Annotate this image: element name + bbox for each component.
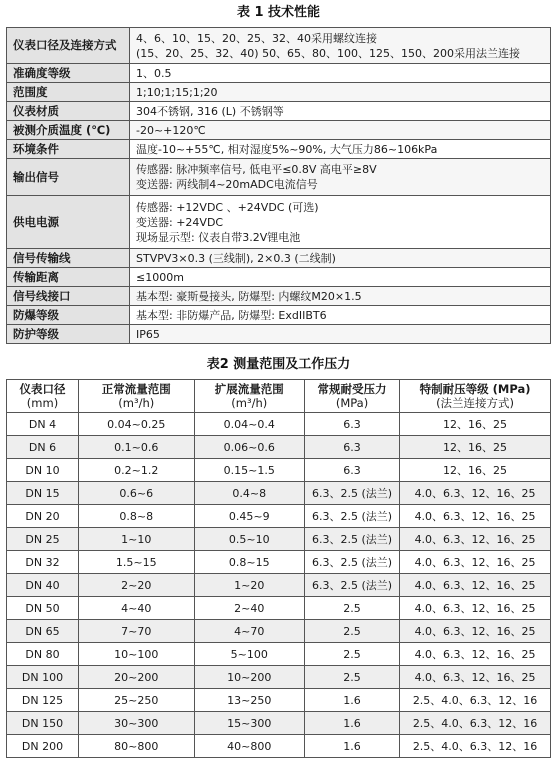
spec-value bbox=[130, 249, 551, 268]
table-cell: 6.3、2.5 (法兰) bbox=[304, 482, 399, 505]
spec-value bbox=[130, 28, 551, 64]
table-cell: 1~10 bbox=[78, 528, 194, 551]
table-cell: 4.0、6.3、12、16、25 bbox=[400, 551, 551, 574]
spec-row bbox=[7, 268, 551, 287]
table-cell: 2.5 bbox=[304, 666, 399, 689]
table-cell: 0.8~8 bbox=[78, 505, 194, 528]
table-cell: 12、16、25 bbox=[400, 413, 551, 436]
table-cell: DN 6 bbox=[7, 436, 79, 459]
table-cell: 80~800 bbox=[78, 735, 194, 758]
table-cell: 12、16、25 bbox=[400, 436, 551, 459]
table-cell: 4~70 bbox=[194, 620, 304, 643]
spec-value bbox=[130, 83, 551, 102]
spec-row bbox=[7, 140, 551, 159]
column-title: 常规耐受压力 bbox=[317, 382, 387, 396]
table-cell: DN 125 bbox=[7, 689, 79, 712]
spec-key: 防爆等级 bbox=[7, 306, 130, 325]
table-cell: DN 200 bbox=[7, 735, 79, 758]
measurement-range-table bbox=[6, 379, 551, 758]
spec-key: 信号线接口 bbox=[7, 287, 130, 306]
table-cell: 25~250 bbox=[78, 689, 194, 712]
table-cell: 1.5~15 bbox=[78, 551, 194, 574]
table-row bbox=[7, 459, 551, 482]
table-cell: DN 4 bbox=[7, 413, 79, 436]
table-cell: 4.0、6.3、12、16、25 bbox=[400, 620, 551, 643]
table1-caption: 表 1 技术性能 bbox=[236, 5, 321, 20]
table-cell: 4.0、6.3、12、16、25 bbox=[400, 574, 551, 597]
table-row bbox=[7, 413, 551, 436]
table-row bbox=[7, 712, 551, 735]
spec-value-line: 传感器: +12VDC 、+24VDC (可选) bbox=[136, 200, 319, 214]
spec-key: 信号传输线 bbox=[7, 249, 130, 268]
spec-row bbox=[7, 121, 551, 140]
spec-row bbox=[7, 196, 551, 249]
spec-row bbox=[7, 325, 551, 344]
table-row bbox=[7, 689, 551, 712]
table-cell: DN 40 bbox=[7, 574, 79, 597]
spec-key: 输出信号 bbox=[7, 159, 130, 196]
table-cell: 13~250 bbox=[194, 689, 304, 712]
column-header bbox=[7, 380, 79, 413]
table-cell: DN 25 bbox=[7, 528, 79, 551]
table-cell: 6.3、2.5 (法兰) bbox=[304, 574, 399, 597]
table-row bbox=[7, 620, 551, 643]
table-cell: DN 15 bbox=[7, 482, 79, 505]
table-cell: 5~100 bbox=[194, 643, 304, 666]
spec-row bbox=[7, 83, 551, 102]
spec-key: 范围度 bbox=[7, 83, 130, 102]
table-cell: 0.1~0.6 bbox=[78, 436, 194, 459]
spec-value-line: 基本型: 非防爆产品, 防爆型: ExdIIBT6 bbox=[136, 308, 327, 322]
table-row bbox=[7, 436, 551, 459]
table-cell: 10~100 bbox=[78, 643, 194, 666]
spec-key: 环境条件 bbox=[7, 140, 130, 159]
table-cell: 4.0、6.3、12、16、25 bbox=[400, 505, 551, 528]
table-cell: 0.15~1.5 bbox=[194, 459, 304, 482]
spec-value bbox=[130, 159, 551, 196]
spec-value-line: 温度-10~+55℃, 相对湿度5%~90%, 大气压力86~106kPa bbox=[136, 142, 438, 156]
table-cell: 30~300 bbox=[78, 712, 194, 735]
spec-key: 准确度等级 bbox=[7, 64, 130, 83]
spec-value bbox=[130, 268, 551, 287]
table-cell: DN 20 bbox=[7, 505, 79, 528]
table-cell: 2.5 bbox=[304, 643, 399, 666]
spec-value-line: STVPV3×0.3 (三线制), 2×0.3 (二线制) bbox=[136, 251, 336, 265]
table-cell: 7~70 bbox=[78, 620, 194, 643]
table-cell: DN 80 bbox=[7, 643, 79, 666]
column-header bbox=[194, 380, 304, 413]
spec-key: 仪表材质 bbox=[7, 102, 130, 121]
spec-value-line: 304不锈钢, 316 (L) 不锈钢等 bbox=[136, 104, 284, 118]
spec-value-line: 4、6、10、15、20、25、32、40采用螺纹连接 bbox=[136, 31, 377, 45]
table-cell: 2.5、4.0、6.3、12、16 bbox=[400, 689, 551, 712]
table2-caption: 表2 测量范围及工作压力 bbox=[206, 357, 351, 372]
table-cell: DN 32 bbox=[7, 551, 79, 574]
table-cell: 2.5、4.0、6.3、12、16 bbox=[400, 735, 551, 758]
spec-value bbox=[130, 121, 551, 140]
table-cell: 20~200 bbox=[78, 666, 194, 689]
spec-value-line: IP65 bbox=[136, 327, 160, 341]
spec-value-line: 变送器: +24VDC bbox=[136, 215, 224, 229]
table-row bbox=[7, 735, 551, 758]
table-row bbox=[7, 666, 551, 689]
table-row bbox=[7, 551, 551, 574]
spec-value bbox=[130, 325, 551, 344]
column-unit: (m³/h) bbox=[231, 396, 268, 410]
spec-value bbox=[130, 196, 551, 249]
column-unit: (m³/h) bbox=[118, 396, 155, 410]
table-row bbox=[7, 574, 551, 597]
table-cell: 2.5 bbox=[304, 597, 399, 620]
column-title: 扩展流量范围 bbox=[214, 382, 284, 396]
table-cell: 0.06~0.6 bbox=[194, 436, 304, 459]
table-cell: 4.0、6.3、12、16、25 bbox=[400, 528, 551, 551]
table-cell: DN 65 bbox=[7, 620, 79, 643]
spec-row bbox=[7, 306, 551, 325]
column-title: 仪表口径 bbox=[19, 382, 66, 396]
column-unit: (法兰连接方式) bbox=[436, 396, 515, 410]
table-row bbox=[7, 597, 551, 620]
spec-value-line: 1;10;1;15;1;20 bbox=[136, 85, 218, 99]
table-cell: 6.3、2.5 (法兰) bbox=[304, 505, 399, 528]
spec-value-line: -20~+120℃ bbox=[136, 123, 206, 137]
table-cell: 0.5~10 bbox=[194, 528, 304, 551]
table-cell: 4.0、6.3、12、16、25 bbox=[400, 666, 551, 689]
spec-value bbox=[130, 306, 551, 325]
spec-key: 防护等级 bbox=[7, 325, 130, 344]
spec-value-line: 传感器: 脉冲频率信号, 低电平≤0.8V 高电平≥8V bbox=[136, 163, 377, 176]
table-cell: 0.45~9 bbox=[194, 505, 304, 528]
table-cell: 4.0、6.3、12、16、25 bbox=[400, 643, 551, 666]
table-cell: 6.3 bbox=[304, 413, 399, 436]
spec-row bbox=[7, 102, 551, 121]
table-cell: 6.3 bbox=[304, 436, 399, 459]
spec-row bbox=[7, 159, 551, 196]
spec-key: 供电电源 bbox=[7, 196, 130, 249]
table-cell: DN 100 bbox=[7, 666, 79, 689]
table-cell: 12、16、25 bbox=[400, 459, 551, 482]
table-cell: 40~800 bbox=[194, 735, 304, 758]
column-title: 特制耐压等级 (MPa) bbox=[419, 382, 531, 396]
spec-value-line: 变送器: 两线制4~20mADC电流信号 bbox=[136, 178, 318, 191]
table-cell: 4~40 bbox=[78, 597, 194, 620]
spec-row bbox=[7, 28, 551, 64]
table-cell: 6.3、2.5 (法兰) bbox=[304, 528, 399, 551]
spec-value bbox=[130, 140, 551, 159]
table-cell: 10~200 bbox=[194, 666, 304, 689]
table-cell: 2.5 bbox=[304, 620, 399, 643]
table-cell: 0.6~6 bbox=[78, 482, 194, 505]
table-cell: 1.6 bbox=[304, 712, 399, 735]
spec-row bbox=[7, 287, 551, 306]
spec-key: 被测介质温度 (℃) bbox=[7, 121, 130, 140]
spec-value-line: (15、20、25、32、40) 50、65、80、100、125、150、200采用法兰连接 bbox=[136, 46, 521, 60]
table-cell: 1.6 bbox=[304, 689, 399, 712]
table-cell: DN 150 bbox=[7, 712, 79, 735]
table-cell: 2~20 bbox=[78, 574, 194, 597]
spec-value-line: 1、0.5 bbox=[136, 66, 172, 80]
spec-row bbox=[7, 64, 551, 83]
spec-value-line: 基本型: 豪斯曼接头, 防爆型: 内螺纹M20×1.5 bbox=[136, 289, 362, 303]
tech-performance-table bbox=[6, 27, 551, 344]
table-row bbox=[7, 643, 551, 666]
table-row bbox=[7, 528, 551, 551]
spec-value-line: 现场显示型: 仪表自带3.2V锂电池 bbox=[136, 230, 301, 244]
table-cell: 15~300 bbox=[194, 712, 304, 735]
table-cell: 2.5、4.0、6.3、12、16 bbox=[400, 712, 551, 735]
spec-key: 仪表口径及连接方式 bbox=[7, 28, 130, 64]
spec-row bbox=[7, 249, 551, 268]
column-title: 正常流量范围 bbox=[101, 382, 171, 396]
column-unit: (mm) bbox=[26, 396, 59, 410]
table-cell: 1~20 bbox=[194, 574, 304, 597]
table-row bbox=[7, 482, 551, 505]
spec-value bbox=[130, 287, 551, 306]
spec-value-line: ≤1000m bbox=[136, 270, 184, 284]
table-cell: 4.0、6.3、12、16、25 bbox=[400, 482, 551, 505]
table-cell: 1.6 bbox=[304, 735, 399, 758]
table-cell: DN 50 bbox=[7, 597, 79, 620]
table-cell: 6.3 bbox=[304, 459, 399, 482]
column-header bbox=[78, 380, 194, 413]
spec-value bbox=[130, 64, 551, 83]
column-header bbox=[304, 380, 399, 413]
table-cell: DN 10 bbox=[7, 459, 79, 482]
table-cell: 2~40 bbox=[194, 597, 304, 620]
table-cell: 6.3、2.5 (法兰) bbox=[304, 551, 399, 574]
table-cell: 0.04~0.4 bbox=[194, 413, 304, 436]
spec-key: 传输距离 bbox=[7, 268, 130, 287]
spec-value bbox=[130, 102, 551, 121]
table-cell: 0.04~0.25 bbox=[78, 413, 194, 436]
table-cell: 4.0、6.3、12、16、25 bbox=[400, 597, 551, 620]
column-header bbox=[400, 380, 551, 413]
column-unit: (MPa) bbox=[335, 396, 369, 410]
table-row bbox=[7, 505, 551, 528]
table-cell: 0.2~1.2 bbox=[78, 459, 194, 482]
table-cell: 0.4~8 bbox=[194, 482, 304, 505]
table-cell: 0.8~15 bbox=[194, 551, 304, 574]
